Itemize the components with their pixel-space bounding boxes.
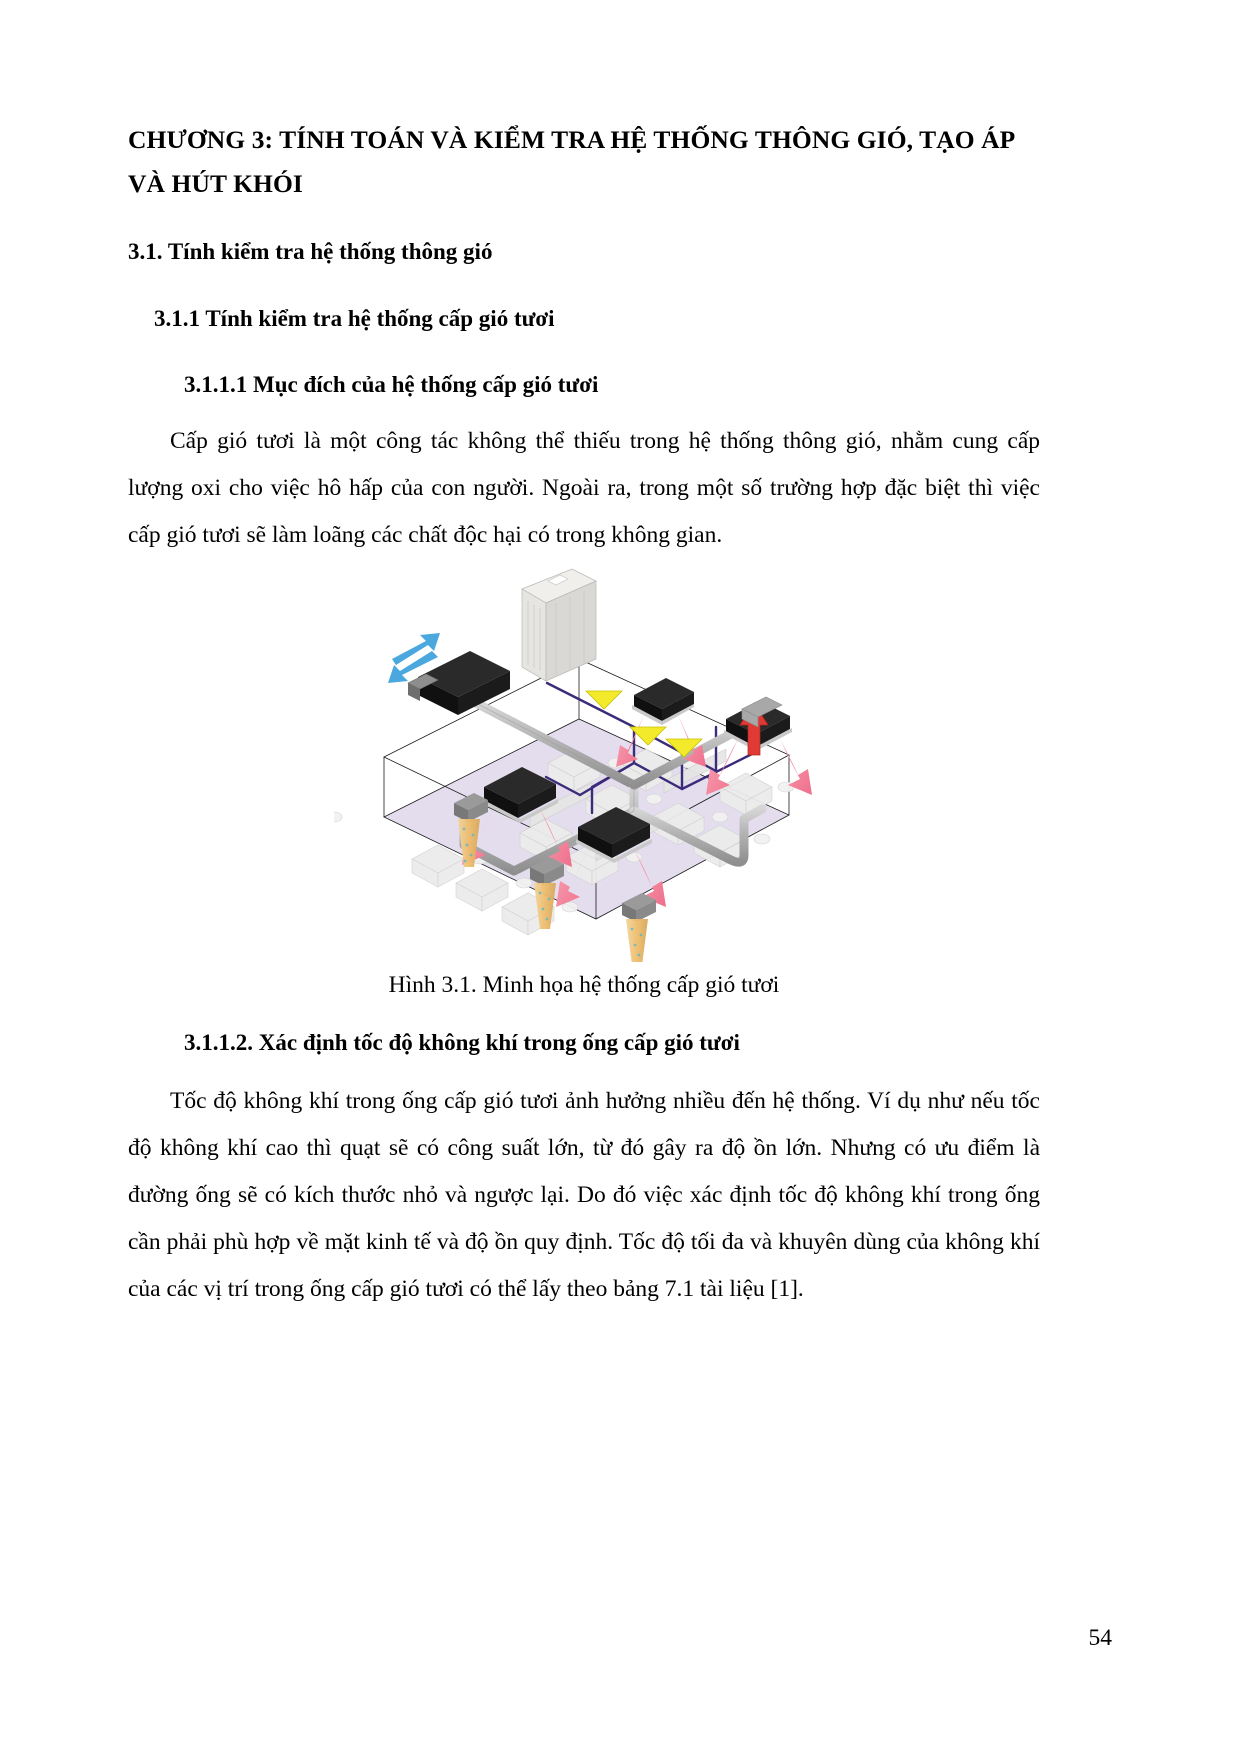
page-content [128,118,1040,1313]
figure-caption: Hình 3.1. Minh họa hệ thống cấp gió tươi [388,972,780,999]
fresh-air-system-diagram-icon [334,567,834,962]
section-heading-3-1-1: 3.1.1 Tính kiểm tra hệ thống cấp gió tươi [154,305,555,331]
section-heading-3-1: 3.1. Tính kiểm tra hệ thống thông gió [128,238,493,264]
section-heading-3-1-1-2: 3.1.1.2. Xác định tốc độ không khí trong ống cấp gió tươi [184,1030,740,1056]
chapter-title: CHƯƠNG 3: TÍNH TOÁN VÀ KIỂM TRA HỆ THỐNG THÔNG GIÓ, TẠO ÁP VÀ HÚT KHÓI [128,125,1014,198]
page-number: 54 [1088,1624,1112,1651]
paragraph-air-velocity: Tốc độ không khí trong ống cấp gió tươi ảnh hưởng nhiều đến hệ thống. Ví dụ như nếu tốc độ không khí cao thì quạt sẽ có công suất lớn, từ đó gây ra độ ồn lớn. Nhưng có ưu điểm là đường ống sẽ có kích thước nhỏ và ngược lại. Do đó việc xác định tốc độ không khí trong ống cần phải phù hợp về mặt kinh tế và độ ồn quy định. Tốc độ tối đa và khuyên dùng của không khí của các vị trí trong ống cấp gió tươi có thể lấy theo bảng 7.1 tài liệu [1]. [128,1088,1040,1303]
figure-3-1 [128,567,1040,1003]
outdoor-unit [522,569,596,681]
section-heading-3-1-1-1: 3.1.1.1 Mục đích của hệ thống cấp gió tươi [184,372,599,398]
paragraph-purpose-fresh-air: Cấp gió tươi là một công tác không thể thiếu trong hệ thống thông gió, nhằm cung cấp lượng oxi cho việc hô hấp của con người. Ngoài ra, trong một số trường hợp đặc biệt thì việc cấp gió tươi sẽ làm loãng các chất độc hại có trong không gian. [128,428,1040,549]
